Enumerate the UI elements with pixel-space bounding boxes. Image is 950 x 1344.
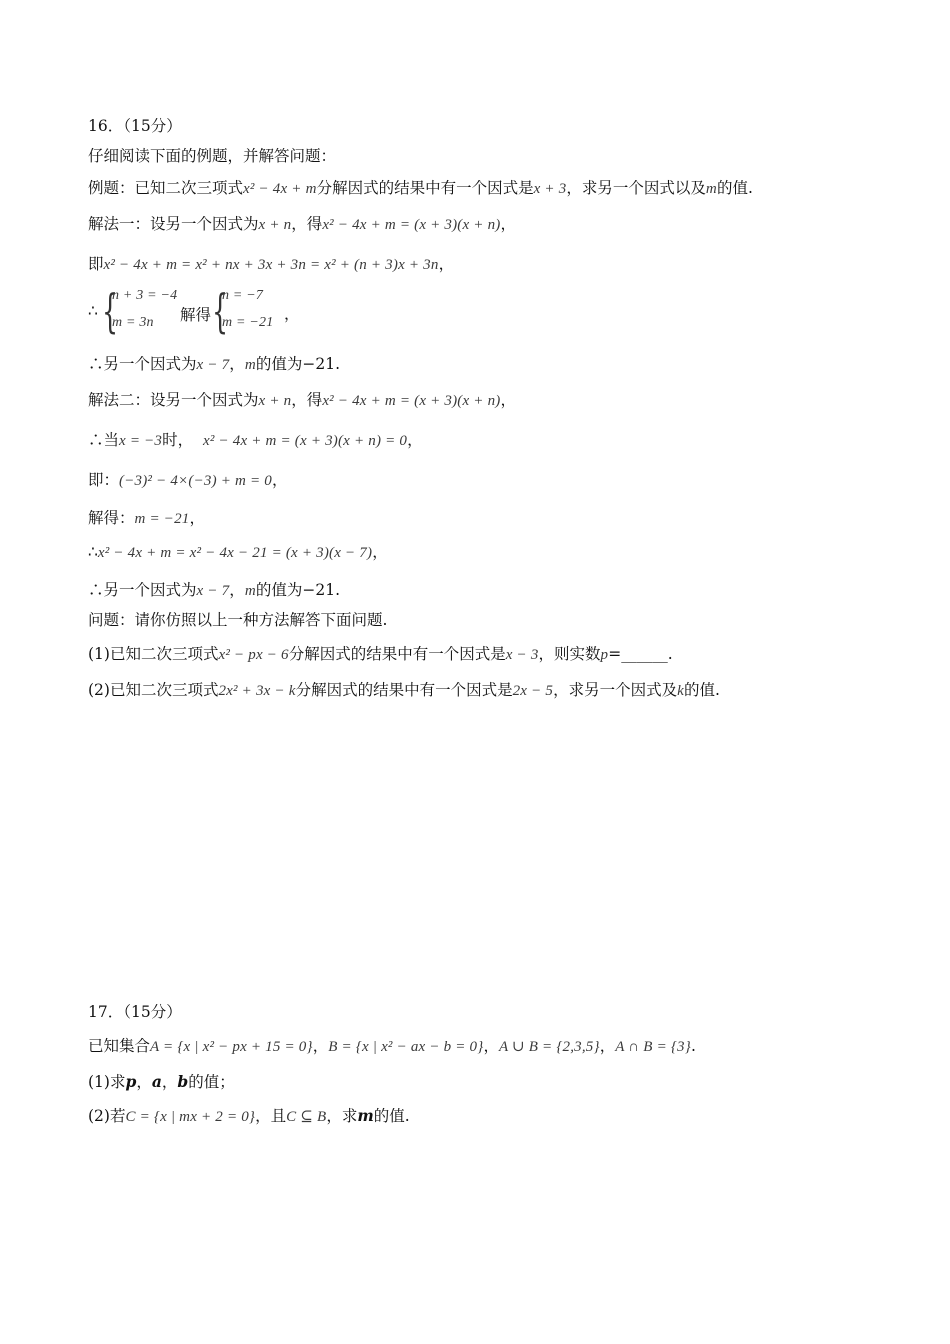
var: m (357, 1106, 374, 1125)
text: 例题：已知二次三项式 (88, 179, 244, 197)
text: (1)求 (88, 1073, 126, 1091)
q16-header: 16．（15分） (88, 117, 182, 135)
math: m = −21 (134, 511, 190, 527)
q16-method1-conclusion (88, 352, 890, 377)
text: ， (229, 355, 245, 373)
q16-method1-line2 (88, 252, 890, 277)
math: B = {x | x² − ax − b = 0} (328, 1039, 484, 1055)
q16-method2-line2 (88, 428, 890, 453)
text: ，得 (291, 215, 323, 233)
math: 2x² + 3x − k (218, 683, 296, 699)
math: k (677, 683, 684, 699)
q16-problem: 问题：请你仿照以上一种方法解答下面问题. (88, 611, 388, 629)
q17-intro (88, 1034, 890, 1059)
text: (1)已知二次三项式 (88, 645, 219, 663)
text: 时， (162, 431, 194, 449)
left-brace-icon: { (212, 284, 229, 338)
text: 的值； (188, 1073, 235, 1091)
text: ， (500, 391, 516, 409)
q16-method2-line3 (88, 468, 890, 493)
math: x − 3 (505, 647, 539, 663)
var: a (151, 1072, 162, 1091)
text: ， (161, 1073, 178, 1091)
math: x − 7 (196, 357, 230, 373)
therefore-symbol: ∴ (88, 302, 98, 320)
math: m (244, 357, 256, 373)
text: ，求 (326, 1107, 358, 1125)
text: ， (438, 255, 455, 273)
math: x − 7 (196, 583, 230, 599)
math: m (705, 181, 717, 197)
math: A ∩ B = {3} (615, 1039, 691, 1055)
var: b (177, 1072, 189, 1091)
text: 的值. (683, 681, 720, 699)
text: ， (312, 1037, 329, 1055)
q17-header: 17．（15分） (88, 1003, 182, 1021)
text: 的值. (373, 1107, 410, 1125)
text: ， (372, 543, 388, 561)
text: ， (599, 1037, 616, 1055)
text: (2)若 (88, 1107, 126, 1125)
math: x² − 4x + m = (x + 3)(x + n) (322, 393, 501, 409)
text: ， (284, 305, 300, 323)
math: x² − 4x + m = (x + 3)(x + n) (322, 217, 501, 233)
text: 即 (88, 255, 104, 273)
system-eq-1: n + 3 = −4 (112, 288, 178, 303)
text: ∴ (88, 543, 98, 561)
text: ，得 (291, 391, 323, 409)
text: ，则实数 (538, 645, 601, 663)
text: ， (271, 471, 288, 489)
math: x + n (258, 393, 292, 409)
text: 解得： (88, 509, 135, 527)
text: 的值为−21. (255, 581, 340, 599)
q16-example (88, 176, 890, 201)
text: 解法一：设另一个因式为 (88, 215, 259, 233)
left-brace-icon: { (102, 284, 119, 338)
math: x² − px − 6 (218, 647, 289, 663)
math: (−3)² − 4×(−3) + m = 0 (119, 473, 272, 489)
text: 的值. (716, 179, 753, 197)
q16-method1-system (88, 284, 488, 338)
solution-eq-2: m = −21 (222, 315, 274, 330)
math: C = {x | mx + 2 = 0} (125, 1109, 256, 1125)
q16-part1 (88, 642, 890, 667)
q16-method2-line1 (88, 388, 890, 413)
q17-part1 (88, 1070, 890, 1094)
text: ， (136, 1073, 152, 1091)
text: ，求另一个因式及 (553, 681, 678, 699)
math: C ⊆ B (286, 1109, 327, 1125)
math: x² − 4x + m = x² + nx + 3x + 3n = x² + (n + 3)x + 3n (103, 257, 439, 273)
text: ∴另一个因式为 (88, 581, 197, 599)
q16-method1-line1 (88, 212, 890, 237)
text: ， (500, 215, 516, 233)
math: x + n (258, 217, 292, 233)
q16-method2-line5 (88, 540, 890, 565)
text: ，且 (255, 1107, 287, 1125)
math: p (600, 647, 609, 663)
q16-method2-conclusion (88, 578, 890, 603)
text: ， (229, 581, 245, 599)
q17-part2 (88, 1104, 890, 1129)
text: 分解因式的结果中有一个因式是 (316, 179, 534, 197)
text: ， (189, 509, 206, 527)
q16-part2 (88, 678, 890, 703)
text: 分解因式的结果中有一个因式是 (288, 645, 506, 663)
text: ， (483, 1037, 499, 1055)
solve-label: 解得 (180, 306, 212, 324)
text: 分解因式的结果中有一个因式是 (295, 681, 513, 699)
math: 2x − 5 (512, 683, 554, 699)
text: 的值为−21. (255, 355, 340, 373)
solution-eq-1: n = −7 (222, 288, 264, 303)
text: . (690, 1037, 696, 1055)
text: =______. (608, 645, 673, 663)
q16-method2-line4 (88, 506, 890, 531)
system-eq-2: m = 3n (112, 315, 154, 330)
math: x² − 4x + m (243, 181, 317, 197)
text: 即： (88, 471, 120, 489)
text: 解法二：设另一个因式为 (88, 391, 259, 409)
var: p (125, 1072, 137, 1091)
math: A ∪ B = {2,3,5} (498, 1039, 600, 1055)
math: m (244, 583, 256, 599)
q16-intro: 仔细阅读下面的例题，并解答问题： (88, 147, 337, 165)
math: x² − 4x + m = x² − 4x − 21 = (x + 3)(x − 7) (97, 545, 373, 561)
math: x² − 4x + m = (x + 3)(x + n) = 0 (203, 433, 408, 449)
text: ∴当 (88, 431, 120, 449)
text: ，求另一个因式以及 (566, 179, 706, 197)
math: x = −3 (119, 433, 163, 449)
text: ， (407, 431, 423, 449)
text: 已知集合 (88, 1037, 151, 1055)
text: (2)已知二次三项式 (88, 681, 219, 699)
math: x + 3 (533, 181, 567, 197)
math: A = {x | x² − px + 15 = 0} (150, 1039, 313, 1055)
text: ∴另一个因式为 (88, 355, 197, 373)
